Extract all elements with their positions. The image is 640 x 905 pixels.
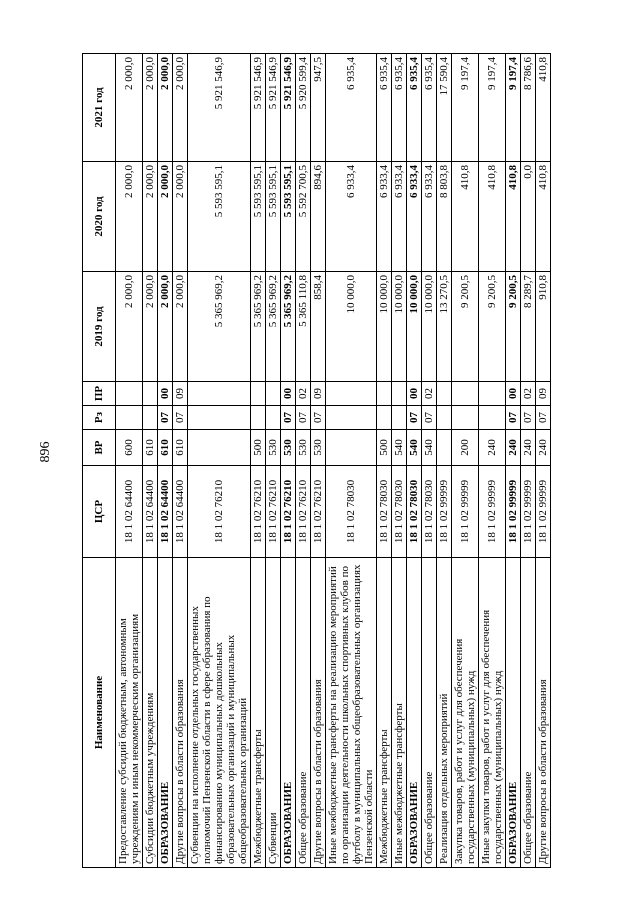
cell-rz: 07 (311, 406, 326, 430)
table-row (173, 54, 188, 868)
cell-rz (116, 406, 143, 430)
header-2020: 2020 год (83, 162, 116, 272)
cell-csr: 18 1 02 76210 (311, 466, 326, 558)
table-row (266, 54, 281, 868)
cell-vr: 200 (452, 430, 479, 466)
cell-csr: 18 1 02 76210 (266, 466, 281, 558)
cell-y2020: 2 000,0 (173, 162, 188, 272)
cell-vr: 610 (143, 430, 158, 466)
cell-rz (479, 406, 506, 430)
cell-y2021: 5 921 546,9 (251, 54, 266, 162)
cell-y2019: 858,4 (311, 272, 326, 382)
table-row (377, 54, 392, 868)
cell-vr: 500 (377, 430, 392, 466)
cell-csr: 18 1 02 99999 (452, 466, 479, 558)
cell-y2019: 5 365 969,2 (281, 272, 296, 382)
cell-pr (452, 382, 479, 406)
cell-rz: 07 (158, 406, 173, 430)
cell-y2021: 6 935,4 (377, 54, 392, 162)
cell-y2020: 2 000,0 (143, 162, 158, 272)
table-row (251, 54, 266, 868)
cell-rz (143, 406, 158, 430)
cell-y2019: 2 000,0 (158, 272, 173, 382)
cell-y2020: 2 000,0 (158, 162, 173, 272)
cell-vr: 530 (266, 430, 281, 466)
table-body (116, 54, 551, 868)
cell-y2019: 2 000,0 (143, 272, 158, 382)
cell-name: Предоставление субсидий бюджетным, автономным учреждениям и иным некоммерческим организациям (116, 558, 143, 868)
cell-y2021: 9 197,4 (479, 54, 506, 162)
cell-y2019: 910,8 (536, 272, 551, 382)
cell-rz (266, 406, 281, 430)
table-row (479, 54, 506, 868)
cell-vr: 540 (407, 430, 422, 466)
cell-csr: 18 1 02 78030 (422, 466, 437, 558)
cell-name: Другие вопросы в области образования (536, 558, 551, 868)
cell-vr: 600 (116, 430, 143, 466)
cell-y2020: 894,6 (311, 162, 326, 272)
cell-y2019: 10 000,0 (326, 272, 377, 382)
table-row (392, 54, 407, 868)
cell-y2021: 410,8 (536, 54, 551, 162)
cell-vr: 530 (296, 430, 311, 466)
cell-y2021: 6 935,4 (422, 54, 437, 162)
cell-y2020: 6 933,4 (392, 162, 407, 272)
cell-name: Субсидии бюджетным учреждениям (143, 558, 158, 868)
header-2021: 2021 год (83, 54, 116, 162)
cell-y2021: 6 935,4 (407, 54, 422, 162)
cell-y2020: 5 593 595,1 (281, 162, 296, 272)
cell-vr (188, 430, 251, 466)
cell-y2021: 6 935,4 (392, 54, 407, 162)
cell-vr (326, 430, 377, 466)
cell-rz: 07 (422, 406, 437, 430)
cell-pr: 00 (407, 382, 422, 406)
cell-pr: 00 (281, 382, 296, 406)
cell-rz (437, 406, 452, 430)
cell-vr: 240 (521, 430, 536, 466)
cell-csr: 18 1 02 64400 (173, 466, 188, 558)
cell-vr: 610 (158, 430, 173, 466)
cell-pr (326, 382, 377, 406)
cell-csr: 18 1 02 99999 (506, 466, 521, 558)
table-row (311, 54, 326, 868)
cell-name: Иные закупки товаров, работ и услуг для обеспечения государственных (муниципальных) нужд (479, 558, 506, 868)
cell-csr: 18 1 02 76210 (188, 466, 251, 558)
cell-pr (437, 382, 452, 406)
cell-y2020: 410,8 (506, 162, 521, 272)
cell-y2021: 2 000,0 (173, 54, 188, 162)
cell-pr (479, 382, 506, 406)
header-pr: ПР (83, 382, 116, 406)
cell-y2019: 2 000,0 (116, 272, 143, 382)
table-row (188, 54, 251, 868)
header-rz: Рз (83, 406, 116, 430)
cell-pr: 09 (536, 382, 551, 406)
table-row (116, 54, 143, 868)
cell-csr: 18 1 02 78030 (407, 466, 422, 558)
cell-rz: 07 (281, 406, 296, 430)
cell-rz (377, 406, 392, 430)
header-vr: ВР (83, 430, 116, 466)
cell-y2021: 5 921 546,9 (188, 54, 251, 162)
cell-csr: 18 1 02 64400 (158, 466, 173, 558)
cell-y2020: 410,8 (479, 162, 506, 272)
cell-y2020: 8 803,8 (437, 162, 452, 272)
cell-y2019: 5 365 969,2 (251, 272, 266, 382)
cell-vr: 240 (479, 430, 506, 466)
table-row (326, 54, 377, 868)
cell-y2019: 10 000,0 (377, 272, 392, 382)
table-row (296, 54, 311, 868)
cell-y2021: 9 197,4 (452, 54, 479, 162)
cell-rz: 07 (296, 406, 311, 430)
cell-rz: 07 (536, 406, 551, 430)
cell-pr (188, 382, 251, 406)
cell-y2020: 5 593 595,1 (188, 162, 251, 272)
cell-csr: 18 1 02 99999 (479, 466, 506, 558)
cell-pr: 00 (158, 382, 173, 406)
cell-vr: 530 (311, 430, 326, 466)
cell-name: Иные межбюджетные трансферты на реализацию мероприятий по организации деятельности школьных спортивных клубов по футболу в муниципальных общеобразовательных организациях Пензенской области (326, 558, 377, 868)
cell-csr: 18 1 02 64400 (143, 466, 158, 558)
cell-y2019: 5 365 969,2 (266, 272, 281, 382)
cell-y2020: 5 592 700,5 (296, 162, 311, 272)
cell-name: ОБРАЗОВАНИЕ (407, 558, 422, 868)
header-2019: 2019 год (83, 272, 116, 382)
cell-y2019: 2 000,0 (173, 272, 188, 382)
cell-y2021: 5 921 546,9 (281, 54, 296, 162)
cell-name: Другие вопросы в области образования (173, 558, 188, 868)
cell-pr: 09 (173, 382, 188, 406)
cell-y2021: 17 590,4 (437, 54, 452, 162)
cell-pr: 02 (521, 382, 536, 406)
cell-name: ОБРАЗОВАНИЕ (281, 558, 296, 868)
cell-y2020: 5 593 595,1 (251, 162, 266, 272)
cell-csr: 18 1 02 64400 (116, 466, 143, 558)
cell-csr: 18 1 02 99999 (536, 466, 551, 558)
cell-csr: 18 1 02 76210 (281, 466, 296, 558)
cell-y2019: 9 200,5 (506, 272, 521, 382)
cell-rz (392, 406, 407, 430)
table-row (437, 54, 452, 868)
cell-vr (437, 430, 452, 466)
cell-y2019: 9 200,5 (452, 272, 479, 382)
cell-y2020: 5 593 595,1 (266, 162, 281, 272)
cell-name: Общее образование (422, 558, 437, 868)
cell-csr: 18 1 02 99999 (521, 466, 536, 558)
cell-csr: 18 1 02 76210 (251, 466, 266, 558)
cell-y2019: 5 365 110,8 (296, 272, 311, 382)
cell-y2020: 6 933,4 (422, 162, 437, 272)
cell-y2020: 6 933,4 (377, 162, 392, 272)
cell-vr: 540 (392, 430, 407, 466)
cell-name: Закупка товаров, работ и услуг для обеспечения государственных (муниципальных) нужд (452, 558, 479, 868)
cell-name: Общее образование (521, 558, 536, 868)
cell-csr: 18 1 02 78030 (326, 466, 377, 558)
cell-pr (377, 382, 392, 406)
cell-y2019: 10 000,0 (407, 272, 422, 382)
cell-rz (188, 406, 251, 430)
cell-y2020: 6 933,4 (407, 162, 422, 272)
cell-y2021: 8 786,6 (521, 54, 536, 162)
cell-name: Межбюджетные трансферты (377, 558, 392, 868)
cell-y2021: 2 000,0 (158, 54, 173, 162)
cell-y2020: 6 933,4 (326, 162, 377, 272)
cell-rz: 07 (407, 406, 422, 430)
header-csr: ЦСР (83, 466, 116, 558)
cell-y2019: 9 200,5 (479, 272, 506, 382)
cell-y2021: 9 197,4 (506, 54, 521, 162)
cell-csr: 18 1 02 76210 (296, 466, 311, 558)
cell-pr: 00 (506, 382, 521, 406)
cell-y2019: 13 270,5 (437, 272, 452, 382)
cell-name: Другие вопросы в области образования (311, 558, 326, 868)
table-row (422, 54, 437, 868)
cell-pr (392, 382, 407, 406)
cell-rz (326, 406, 377, 430)
cell-name: Межбюджетные трансферты (251, 558, 266, 868)
table-row (452, 54, 479, 868)
table-row (521, 54, 536, 868)
table-header-row (83, 54, 116, 868)
table-row (143, 54, 158, 868)
cell-y2019: 10 000,0 (422, 272, 437, 382)
cell-y2020: 410,8 (536, 162, 551, 272)
cell-pr (143, 382, 158, 406)
cell-pr: 09 (311, 382, 326, 406)
cell-rz: 07 (506, 406, 521, 430)
cell-y2020: 410,8 (452, 162, 479, 272)
cell-y2019: 5 365 969,2 (188, 272, 251, 382)
cell-y2020: 2 000,0 (116, 162, 143, 272)
cell-y2019: 8 289,7 (521, 272, 536, 382)
cell-rz: 07 (173, 406, 188, 430)
header-name: Наименование (83, 558, 116, 868)
cell-rz: 07 (521, 406, 536, 430)
cell-vr: 240 (506, 430, 521, 466)
cell-pr: 02 (296, 382, 311, 406)
table-row (506, 54, 521, 868)
cell-y2019: 10 000,0 (392, 272, 407, 382)
cell-y2021: 5 920 599,4 (296, 54, 311, 162)
cell-vr: 610 (173, 430, 188, 466)
page-number: 896 (38, 441, 53, 463)
cell-name: ОБРАЗОВАНИЕ (506, 558, 521, 868)
rotated-page-content (82, 54, 604, 868)
cell-name: Общее образование (296, 558, 311, 868)
cell-y2021: 2 000,0 (143, 54, 158, 162)
cell-y2020: 0,0 (521, 162, 536, 272)
cell-pr: 02 (422, 382, 437, 406)
cell-csr: 18 1 02 99999 (437, 466, 452, 558)
table-row (536, 54, 551, 868)
cell-name: Субвенции на исполнение отдельных государственных полномочий Пензенской области в сфере образования по финансированию муниципальных дошкольных образовательных организаций и муниципальных общеобразовательных организаций (188, 558, 251, 868)
cell-y2021: 5 921 546,9 (266, 54, 281, 162)
cell-y2021: 2 000,0 (116, 54, 143, 162)
cell-vr: 240 (536, 430, 551, 466)
cell-pr (116, 382, 143, 406)
cell-vr: 500 (251, 430, 266, 466)
cell-name: Субвенции (266, 558, 281, 868)
cell-pr (266, 382, 281, 406)
cell-csr: 18 1 02 78030 (377, 466, 392, 558)
cell-vr: 530 (281, 430, 296, 466)
cell-csr: 18 1 02 78030 (392, 466, 407, 558)
budget-table (82, 53, 551, 868)
cell-y2021: 6 935,4 (326, 54, 377, 162)
cell-name: Реализация отдельных мероприятий (437, 558, 452, 868)
cell-pr (251, 382, 266, 406)
cell-rz (452, 406, 479, 430)
cell-name: Иные межбюджетные трансферты (392, 558, 407, 868)
table-row (158, 54, 173, 868)
table-row (407, 54, 422, 868)
table-row (281, 54, 296, 868)
cell-rz (251, 406, 266, 430)
cell-y2021: 947,5 (311, 54, 326, 162)
cell-vr: 540 (422, 430, 437, 466)
cell-name: ОБРАЗОВАНИЕ (158, 558, 173, 868)
